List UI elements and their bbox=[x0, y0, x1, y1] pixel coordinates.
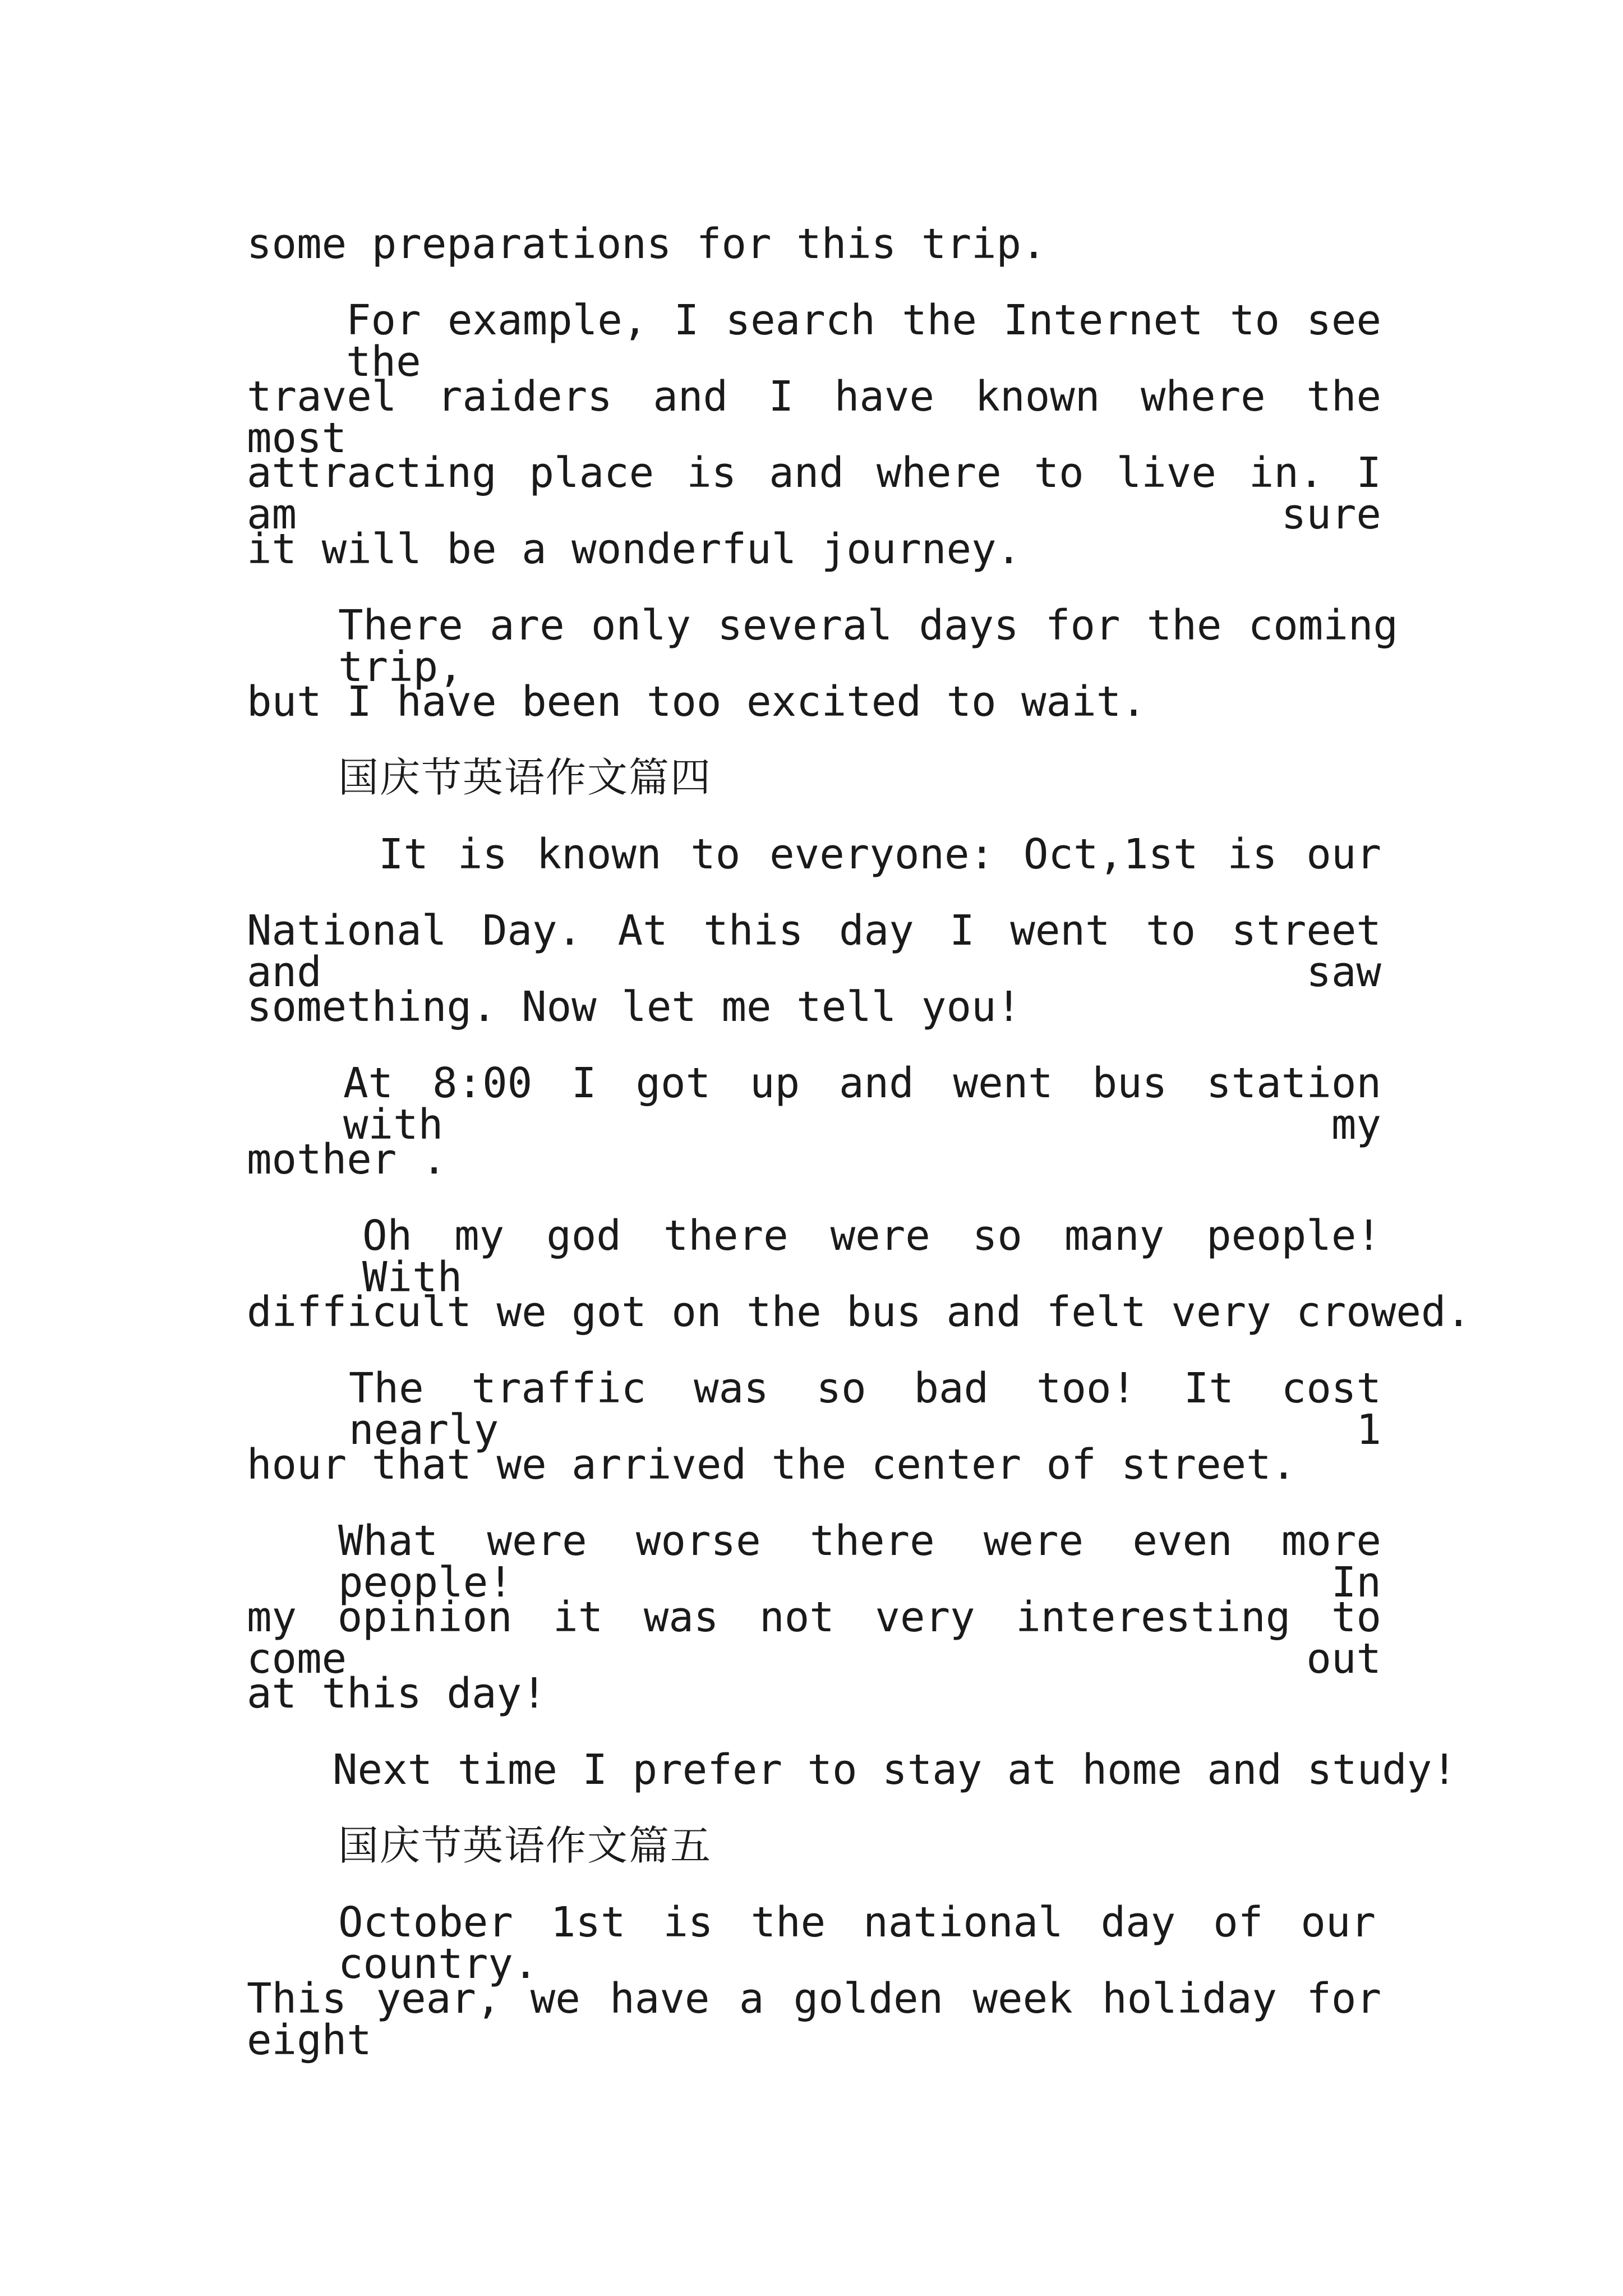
text-line: The traffic was so bad too! It cost nearly 1 bbox=[349, 1364, 1381, 1454]
text-line: Oh my god there were so many people! With bbox=[362, 1212, 1381, 1301]
text-line: National Day. At this day I went to street and saw bbox=[247, 907, 1381, 996]
text-line: mother . bbox=[247, 1135, 447, 1184]
text-line: What were worse there were even more people! In bbox=[338, 1517, 1381, 1607]
text-line: At 8:00 I got up and went bus station with my bbox=[343, 1059, 1381, 1149]
text-line: some preparations for this trip. bbox=[247, 220, 1046, 268]
text-line: but I have been too excited to wait. bbox=[247, 678, 1146, 726]
text-line: Next time I prefer to stay at home and study! bbox=[333, 1746, 1457, 1794]
text-line: travel raiders and I have known where the most bbox=[247, 372, 1381, 462]
text-line: hour that we arrived the center of street. bbox=[247, 1441, 1297, 1489]
text-line: it will be a wonderful journey. bbox=[247, 525, 1022, 573]
section-heading: 国庆节英语作文篇五 bbox=[338, 1822, 712, 1869]
section-heading: 国庆节英语作文篇四 bbox=[338, 754, 712, 801]
text-line: This year, we have a golden week holiday for eight bbox=[247, 1975, 1381, 2064]
text-line: There are only several days for the coming trip, bbox=[338, 601, 1398, 691]
text-line: attracting place is and where to live in. I am sure bbox=[247, 449, 1381, 539]
text-line: at this day! bbox=[247, 1669, 547, 1718]
text-line: my opinion it was not very interesting to come out bbox=[247, 1593, 1381, 1683]
text-line: It is known to everyone: Oct,1st is our bbox=[379, 830, 1381, 878]
text-line: For example, I search the Internet to see the bbox=[346, 296, 1381, 386]
text-line: October 1st is the national day of our country. bbox=[338, 1898, 1376, 1988]
text-line: difficult we got on the bus and felt very crowed. bbox=[247, 1288, 1472, 1336]
text-line: something. Now let me tell you! bbox=[247, 983, 1022, 1031]
